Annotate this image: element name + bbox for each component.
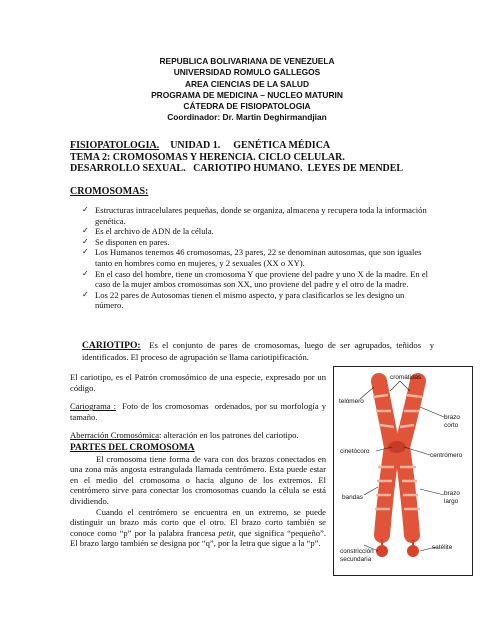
cariograma-term: Cariograma : (70, 401, 117, 412)
label-brazo-corto: brazo (444, 414, 460, 421)
left-text-column (70, 372, 329, 549)
checkmark-icon: ✓ (82, 236, 89, 246)
satellite-bead (407, 545, 419, 557)
checkmark-icon: ✓ (82, 268, 89, 278)
cromosomas-list (82, 205, 434, 311)
unit-number: UNIDAD 1. (170, 140, 221, 151)
list-item: ✓ Se disponen en pares. (82, 236, 170, 247)
aberracion-term: Aberración Cromosómica (70, 430, 160, 441)
checkmark-icon: ✓ (82, 247, 89, 257)
header-line: PROGRAMA DE MEDICINA – NUCLEO MATURIN (151, 89, 343, 100)
header-line: CÁTEDRA DE FISIOPATOLOGIA (183, 101, 311, 112)
paragraph: El cariotipo, es el Patrón cromosómico de una especie, expresado por un código. (70, 372, 326, 393)
institution-header (0, 56, 494, 124)
list-item: ✓ Es el archivo de ADN de la célula. (82, 226, 214, 237)
subject-heading (70, 140, 440, 175)
list-item: ✓ Los Humanos tenemos 46 cromosomas, 23 pares, 22 se denominan autosomas, que son iguales tanto en hombres como en mujeres, y 2 sexuales (XX o XY). (82, 247, 422, 268)
header-line: REPUBLICA BOLIVARIANA DE VENEZUELA (159, 56, 335, 66)
checkmark-icon: ✓ (82, 205, 89, 214)
cariotipo-term: CARIOTIPO: (82, 340, 141, 351)
section-title-cromosomas: CROMOSOMAS: (70, 186, 149, 197)
label-cinetocoro: cinetócoro (340, 448, 370, 455)
label-constriccion: constricción (340, 548, 374, 555)
chromatid-left (379, 381, 392, 535)
coordinator-line: Coordinador: Dr. Martin Deghirmandjian (167, 112, 327, 123)
checkmark-icon: ✓ (82, 289, 89, 299)
cariotipo-definition (82, 340, 437, 363)
label-brazo-corto: corto (444, 422, 459, 429)
centromere-mark (388, 441, 406, 453)
header-line: AREA CIENCIAS DE LA SALUD (184, 78, 310, 89)
label-cromatidas: cromátidas (390, 374, 422, 381)
chromosome-diagram (333, 366, 473, 576)
topic-line: DESARROLLO SEXUAL. CARIOTIPO HUMANO. LEYES DE MENDEL (70, 163, 404, 174)
chromosome-illustration (334, 367, 472, 575)
paragraph: El cromosoma tiene forma de vara con dos brazos conectados en una zona más angosta estrangulada llamada centrómero. Esta puede estar en el medio del cromosoma o hacia alguno de los extremos. El centrómero sirve para conectar los cromosomas cuando la célula se está dividiendo. (70, 453, 326, 506)
list-item: ✓ Los 22 pares de Autosomas tienen el mismo aspecto, y para clasificarlos se les designo un número. (82, 289, 405, 311)
label-centromero: centrómero (430, 452, 463, 459)
label-telomero: telómero (339, 398, 364, 405)
paragraph: Cariograma : Foto de los cromosomas ordenados, por su morfología y tamaño. (70, 401, 329, 422)
label-constriccion: secundaria (340, 556, 372, 563)
partes-heading: PARTES DEL CROMOSOMA (70, 442, 195, 453)
label-brazo-largo: brazo (444, 490, 460, 497)
label-bandas: bandas (342, 494, 363, 501)
label-satelite: satélite (432, 544, 453, 551)
course-name: FISIOPATOLOGIA. (70, 140, 160, 151)
paragraph: Cuando el centrómero se encuentra en un extremo, se puede distinguir un brazo más corto que el otro. El brazo corto también se conoce como “p” por la palabra francesa petit, que significa “pequeño”. El brazo largo también se designa por “q”, por la letra que sigue a la “p”. (70, 506, 326, 549)
unit-title: GENÉTICA MÉDICA (233, 140, 331, 151)
checkmark-icon: ✓ (82, 226, 89, 236)
topic-line: TEMA 2: CROMOSOMAS Y HERENCIA. CICLO CELULAR. (70, 151, 345, 163)
label-brazo-largo: largo (444, 498, 459, 505)
cariotipo-text: Es el conjunto de pares de cromosomas, luego de ser agrupados, teñidos y identificados. El proceso de agrupación se llama cariotipificación. (82, 340, 437, 362)
list-item: ✓ En el caso del hombre, tiene un cromosoma Y que proviene del padre y uno X de la madre. En el caso de la mujer ambos cromosomas son XX, uno proviene del padre y el otro de la madre. (82, 268, 428, 290)
list-item: ✓ Estructuras intracelulares pequeñas, donde se organiza, almacena y recupera toda la información genética. (82, 205, 427, 226)
paragraph: Aberración Cromosómica: alteración en los patrones del cariotipo. (70, 430, 299, 441)
header-line: UNIVERSIDAD ROMULO GALLEGOS (173, 67, 321, 78)
chromatid-right (402, 381, 418, 535)
